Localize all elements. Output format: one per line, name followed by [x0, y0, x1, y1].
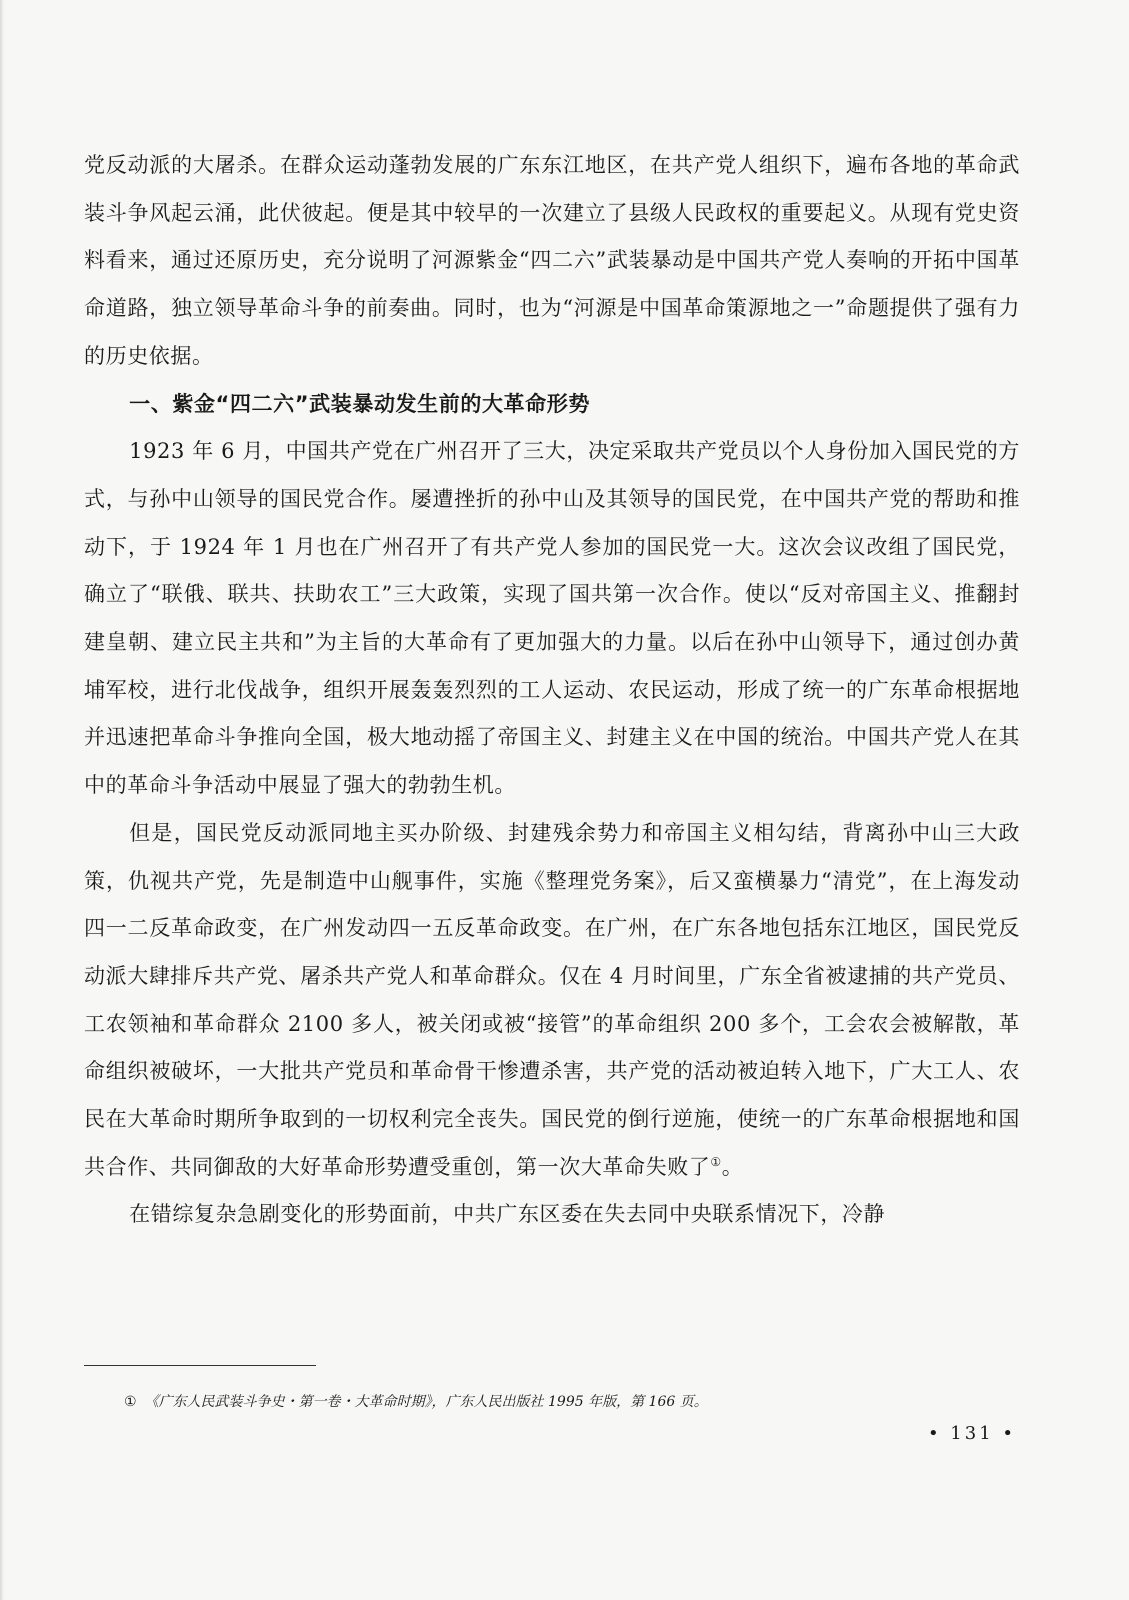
paragraph-text: 但是，国民党反动派同地主买办阶级、封建残余势力和帝国主义相勾结，背离孙中山三大政策，仇视共产党，先是制造中山舰事件，实施《整理党务案》，后又蛮横暴力“清党”，在上海发动四一二反革命政变，在广州发动四一五反革命政变。在广州，在广东各地包括东江地区，国民党反动派大肆排斥共产党、屠杀共产党人和革命群众。仅在 4 月时间里，广东全省被逮捕的共产党员、工农领袖和革命群众 2100 多人，被关闭或被“接管”的革命组织 200 多个，工会农会被解散，革命组织被破坏，一大批共产党员和革命骨干惨遭杀害，共产党的活动被迫转入地下，广大工人、农民在大革命时期所争取到的一切权利完全丧失。国民党的倒行逆施，使统一的广东革命根据地和国共合作、共同御敌的大好革命形势遭受重创，第一次大革命失败了	[84, 820, 1020, 1179]
section-heading: 一、紫金“四二六”武装暴动发生前的大革命形势	[129, 391, 590, 416]
paragraph: 1923 年 6 月，中国共产党在广州召开了三大，决定采取共产党员以个人身份加入国民党的方式，与孙中山领导的国民党合作。屡遭挫折的孙中山及其领导的国民党，在中国共产党的帮助和推动下，于 1924 年 1 月也在广州召开了有共产党人参加的国民党一大。这次会议改组了国民党，确立了“联俄、联共、扶助农工”三大政策，实现了国共第一次合作。使以“反对帝国主义、推翻封建皇朝、建立民主共和”为主旨的大革命有了更加强大的力量。以后在孙中山领导下，通过创办黄埔军校，进行北伐战争，组织开展轰轰烈烈的工人运动、农民运动，形成了统一的广东革命根据地并迅速把革命斗争推向全国，极大地动摇了帝国主义、封建主义在中国的统治。中国共产党人在其中的革命斗争活动中展显了强大的勃勃生机。	[84, 439, 1020, 798]
body-text	[84, 142, 1020, 1239]
footnote-divider	[84, 1365, 316, 1366]
paragraph-with-footnote	[84, 810, 1020, 1192]
footnote-mark: ①	[124, 1394, 137, 1410]
paragraph-continued: 党反动派的大屠杀。在群众运动蓬勃发展的广东东江地区，在共产党人组织下，遍布各地的革命武装斗争风起云涌，此伏彼起。便是其中较早的一次建立了县级人民政权的重要起义。从现有党史资料看来，通过还原历史，充分说明了河源紫金“四二六”武装暴动是中国共产党人奏响的开拓中国革命道路，独立领导革命斗争的前奏曲。同时，也为“河源是中国革命策源地之一”命题提供了强有力的历史依据。	[84, 153, 1020, 368]
footnote	[124, 1392, 1004, 1412]
footnote-text: 《广东人民武装斗争史・第一卷・大革命时期》，广东人民出版社 1995 年版，第 166 页。	[144, 1394, 708, 1410]
footnote-reference[interactable]: ①	[710, 1154, 722, 1169]
paragraph-end: 。	[721, 1154, 744, 1179]
page-number: • 131 •	[927, 1423, 1016, 1444]
binding-edge	[0, 0, 4, 1600]
paragraph: 在错综复杂急剧变化的形势面前，中共广东区委在失去同中央联系情况下，冷静	[129, 1202, 886, 1227]
